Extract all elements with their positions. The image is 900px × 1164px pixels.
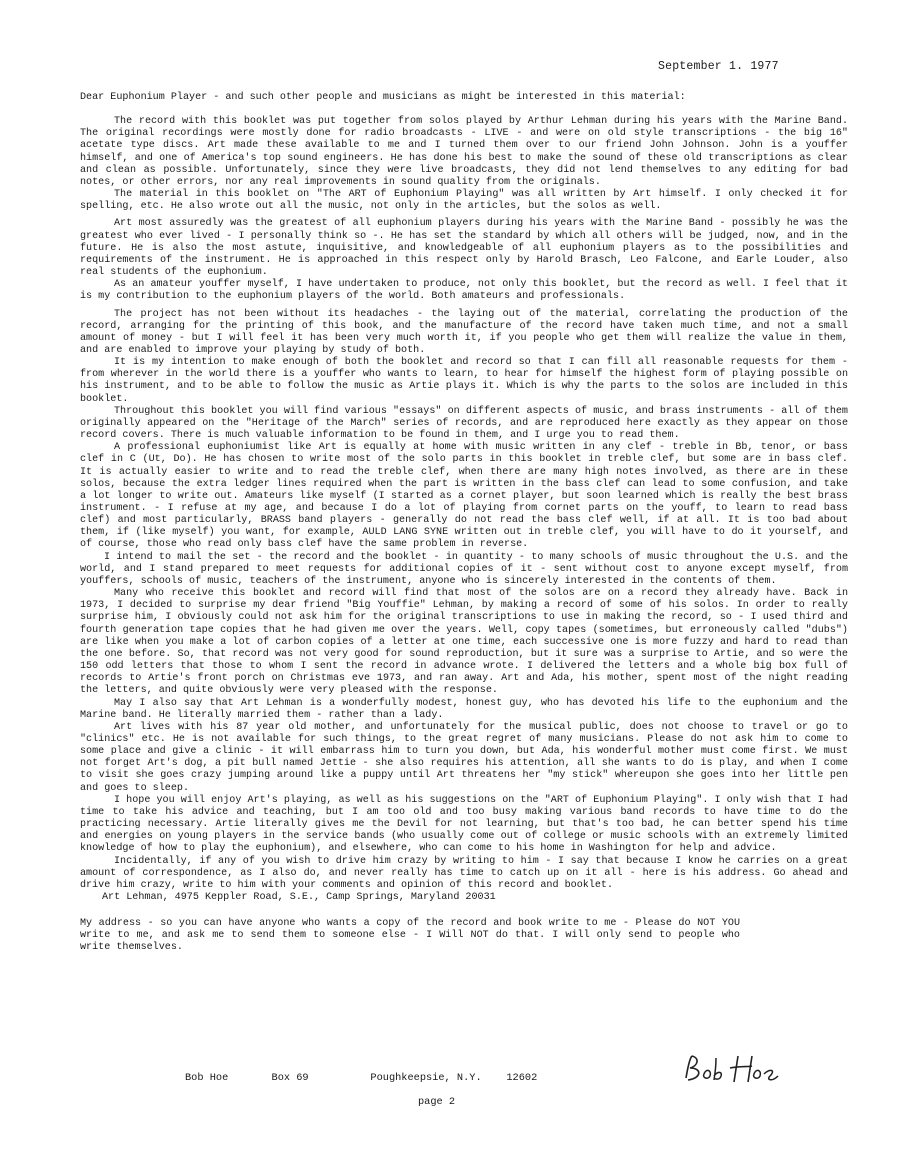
paragraph: The record with this booklet was put together from solos played by Arthur Lehman during his years with the Marine Band. The original recordings were mostly done for radio broadcasts - LIVE - and were on old style transcriptions - the big 16" acetate type discs. Art made these available to me and I turned them over to our friend John Johnson. John is a youffer himself, and one of America's top sound engineers. He has done his best to make the sound of these old transcriptions as clear and clean as possible. Unfortunately, since they were live broadcasts, they did not lend themselves to any editing for bad notes, or other errors, nor any real improvements in sound quality from the originals. [80,116,848,188]
paragraph: I hope you will enjoy Art's playing, as well as his suggestions on the "ART of Euphonium Playing". I only wish that I had time to take his advice and teaching, but I am too old and too busy making various band records to have time to do the practicing necessary. Artie literally gives me the Devil for not learning, but that's too bad, he can better spend his time and energies on young players in the service bands (who usually come out of college or music schools with an extremely limited knowledge of how to play the euphonium), and elsewhere, who can come to his home in Washington for help and advice. [80,794,848,855]
sender-city: Poughkeepsie, N.Y. [370,1072,482,1084]
art-address: Art Lehman, 4975 Keppler Road, S.E., Camp Springs, Maryland 20031 [102,892,496,903]
paragraph: Art most assuredly was the greatest of all euphonium players during his years with the Marine Band - possibly he was the greatest who ever lived - I personally think so -. He has set the standard by which all others will be judged, now, and in the future. He is also the most astute, inquisitive, and knowledgeable of all euphonium players as to the possibilities and requirements of the instrument. He is approached in this respect only by Harold Brasch, Leo Falcone, and Earle Louder, also real students of the euphonium. [80,218,848,279]
paragraph: Art lives with his 87 year old mother, and unfortunately for the musical public, does not choose to travel or go to "clinics" etc. He is not available for such things, to the great regret of many musicians. Please do not ask him to come to some place and give a clinic - it will embarrass him to turn you down, but Ada, his wonderful mother must come first. We must not forget Art's dog, a pit bull named Jettie - she also requires his attention, all she wants to do is play, and when I come to visit she goes crazy jumping around like a puppy until Art threatens her "my stick" whereupon she goes into her little pen and goes to sleep. [80,721,848,794]
letter-body [80,92,848,965]
closing-note: My address - so you can have anyone who wants a copy of the record and book write to me - Please do NOT YOU write to me, and ask me to send them to someone else - I Will NOT do that. I will only send to people who write themselves. [80,918,740,954]
paragraph: Many who receive this booklet and record will find that most of the solos are on a record they already have. Back in 1973, I decided to surprise my dear friend "Big Youffie" Lehman, by making a record of some of his solos. In order to really surprise him, I obviously could not ask him for the original transcriptions to use in making the record, so - I used third and fourth generation tape copies that he had given me over the years. Well, copy tapes (sometimes, but erroneously called "dubs") are like when you make a lot of carbon copies of a letter at one time, each successive one is more fuzzy and hard to read than the one before. So, that record was not very good for sound reproduction, but it sure was a surprise to Artie, and so were the 150 odd letters that those to whom I sent the record in advance wrote. I delivered the letters and a whole big box full of records to Artie's front porch on Christmas eve 1973, and ran away. Art and Ada, his mother, spent most of the night reading the letters, and quite obviously were very pleased with the response. [80,588,848,697]
paragraph: I intend to mail the set - the record and the booklet - in quantity - to many schools of music throughout the U.S. and the world, and I stand prepared to meet requests for additional copies of it - sent without cost to anyone except myself, from youffers, schools of music, teachers of the instrument, anyone who is sincerely interested in the contents of them. [80,551,848,587]
handwritten-signature [680,1052,780,1086]
sender-zip: 12602 [506,1072,538,1084]
paragraph: As an amateur youffer myself, I have undertaken to produce, not only this booklet, but the record as well. I feel that it is my contribution to the euphonium players of the world. Both amateurs and professionals. [80,279,848,303]
paragraph: Incidentally, if any of you wish to drive him crazy by writing to him - I say that because I know he carries on a great amount of correspondence, as I also do, and never really has time to catch up on it all - here is his address. Go ahead and drive him crazy, write to him with your comments and opinion of this record and booklet. [80,855,848,891]
letter-date: September 1. 1977 [658,60,779,73]
paragraph: A professional euphoniumist like Art is equally at home with music written in any clef - treble in Bb, tenor, or bass clef in C (Ut, Do). He has chosen to write most of the solo parts in this booklet in treble clef, but some are in bass clef. It is actually easier to write and to read the treble clef, when there are many high notes involved, as there are in these solos, because the extra ledger lines required when the part is written in the bass clef can lead to some confusion, and take a lot longer to write out. Amateurs like myself (I started as a cornet player, but soon learned which is really the best brass instrument. - I refuse at my age, and because I do a lot of playing from cornet parts on the youff, to learn to read bass clef) and most particularly, BRASS band players - generally do not read the bass clef well, if at all. It is too bad about them, if (like myself) you want, for example, AULD LANG SYNE written out in treble clef, you will have to do it yourself, and of course, those who read only bass clef have the same problem in reverse. [80,442,848,551]
paragraph: May I also say that Art Lehman is a wonderfully modest, honest guy, who has devoted his life to the euphonium and the Marine band. He literally married them - rather than a lady. [80,697,848,721]
sender-box: Box 69 [271,1072,309,1084]
paragraph: Throughout this booklet you will find various "essays" on different aspects of music, and brass instruments - all of them originally appeared on the "Heritage of the March" series of records, and are reproduced here exactly as they appear on those record covers. There is much valuable information to be found in them, and I urge you to read them. [80,405,848,442]
sender-name: Bob Hoe [185,1072,229,1084]
page-number: page 2 [418,1096,456,1108]
paragraph: The project has not been without its headaches - the laying out of the material, correlating the production of the record, arranging for the printing of this book, and the manufacture of the record have taken much time, and not a small amount of money - but I will feel it has been very much worth it, if you people who get them will realize the value in them, and are enabled to improve your playing by study of both. [80,308,848,356]
paragraph: The material in this booklet on "The ART of Euphonium Playing" was all written by Art himself. I only checked it for spelling, etc. He also wrote out all the music, not only in the articles, but the solos as well. [80,189,848,213]
paragraph: It is my intention to make enough of both the booklet and record so that I can fill all reasonable requests for them - from wherever in the world there is a youffer who wants to learn, to hear for himself the highest form of playing possible on his instrument, and to be able to follow the music as Artie plays it. Which is why the parts to the solos are included in this booklet. [80,357,848,405]
sender-line [185,1072,537,1084]
salutation: Dear Euphonium Player - and such other people and musicians as might be interested in this material: [80,92,686,103]
